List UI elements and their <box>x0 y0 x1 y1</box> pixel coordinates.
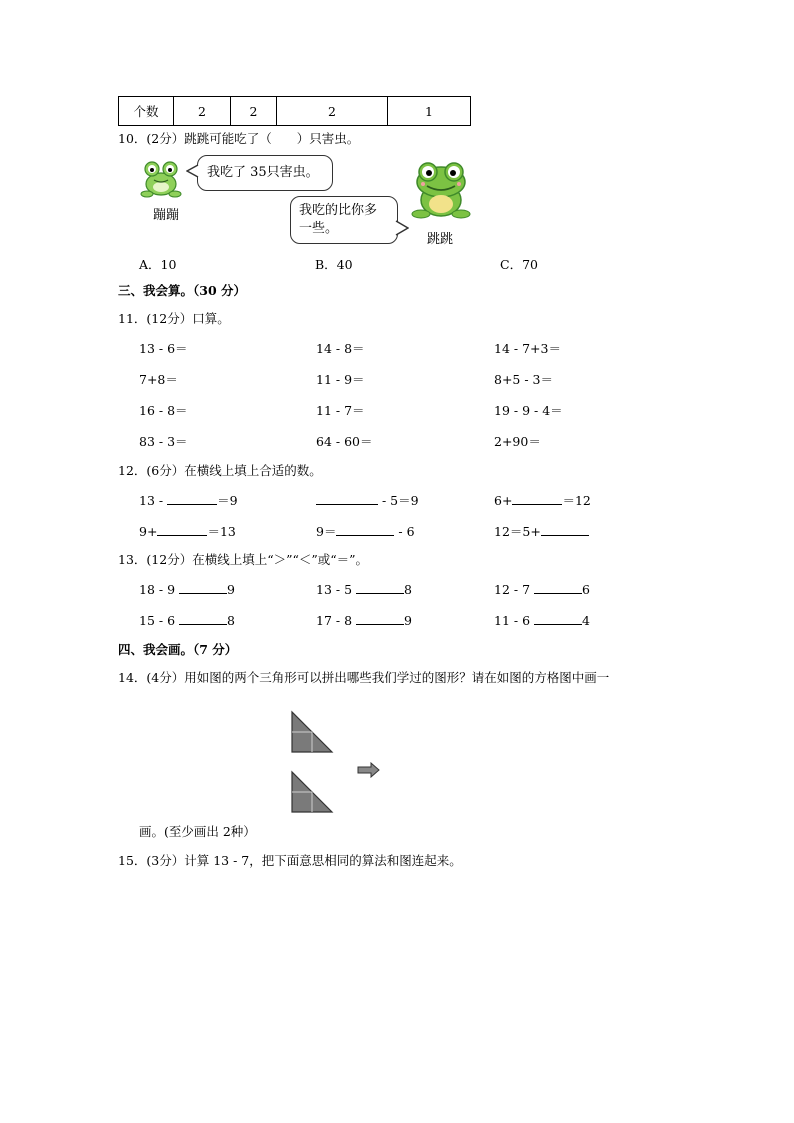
table-label-cell: 个数 <box>119 97 174 126</box>
q11-item: 64 - 60＝ <box>316 434 373 449</box>
q13-text: 6 <box>582 582 590 597</box>
answer-blank[interactable] <box>157 523 207 536</box>
q11-item: 7+8＝ <box>139 372 178 387</box>
q11-item: 11 - 9＝ <box>316 372 365 387</box>
speech-text-right-1: 我吃的比你多 <box>299 203 378 218</box>
q12-text: 12＝5+ <box>494 524 541 539</box>
q15-stem: 15．(3分）计算 13 - 7，把下面意思相同的算法和图连起来。 <box>118 853 462 868</box>
q13-item <box>316 612 412 628</box>
q12-text: - 6 <box>394 524 415 539</box>
q11-item: 11 - 7＝ <box>316 403 365 418</box>
table-cell: 2 <box>231 97 277 126</box>
q13-item <box>139 581 235 597</box>
q13-text: 18 - 9 <box>139 582 180 597</box>
bubble-tail-right <box>395 220 409 236</box>
triangle-bottom-icon <box>290 770 334 814</box>
answer-blank[interactable] <box>336 523 394 536</box>
q13-text: 9 <box>227 582 235 597</box>
q13-text: 12 - 7 <box>494 582 535 597</box>
q12-item <box>316 522 415 540</box>
frog-right-name: 跳跳 <box>427 232 454 247</box>
q12-text: ＝13 <box>207 524 236 539</box>
q13-item <box>139 612 235 628</box>
frog-left-name: 蹦蹦 <box>153 208 180 223</box>
option-a: A．10 <box>139 257 177 272</box>
speech-text-left: 我吃了 35只害虫。 <box>207 165 319 180</box>
q12-item <box>139 491 238 509</box>
bubble-tail-left <box>186 164 199 178</box>
q13-item <box>494 581 590 597</box>
option-b: B．40 <box>315 257 353 272</box>
q13-text: 11 - 6 <box>494 613 535 628</box>
arrow-right-icon <box>357 762 381 778</box>
q11-item: 8+5 - 3＝ <box>494 372 554 387</box>
q13-text: 4 <box>582 613 590 628</box>
q12-item <box>139 522 236 540</box>
answer-blank[interactable] <box>541 523 589 536</box>
q14-stem-cont: 画。(至少画出 2种） <box>139 824 256 839</box>
q12-text: 6+ <box>494 493 513 508</box>
triangle-top-icon <box>290 710 334 754</box>
q11-item: 13 - 6＝ <box>139 341 188 356</box>
table-cell: 2 <box>277 97 388 126</box>
speech-text-right-2: 一些。 <box>299 221 339 236</box>
section-4-heading: 四、我会画。（7 分） <box>118 642 238 657</box>
frog-small-icon <box>140 158 182 198</box>
q14-stem: 14．(4分）用如图的两个三角形可以拼出哪些我们学过的图形？请在如图的方格图中画一 <box>118 670 610 685</box>
q12-text: - 5＝9 <box>378 493 419 508</box>
q13-text: 17 - 8 <box>316 613 357 628</box>
table-cell: 2 <box>174 97 231 126</box>
q11-item: 83 - 3＝ <box>139 434 188 449</box>
q11-item: 16 - 8＝ <box>139 403 188 418</box>
q13-text: 13 - 5 <box>316 582 357 597</box>
q13-stem: 13．(12分）在横线上填上“＞”“＜”或“＝”。 <box>118 552 369 567</box>
q12-text: 9＝ <box>316 524 337 539</box>
answer-blank[interactable] <box>356 581 404 594</box>
speech-bubble-left <box>197 155 333 191</box>
answer-blank[interactable] <box>512 492 562 505</box>
speech-bubble-right <box>290 196 398 244</box>
count-table <box>118 96 471 126</box>
q13-item <box>494 612 590 628</box>
table-row <box>119 97 471 126</box>
q11-item: 14 - 7+3＝ <box>494 341 561 356</box>
q11-item: 2+90＝ <box>494 434 541 449</box>
q11-stem: 11．(12分）口算。 <box>118 311 230 326</box>
q12-stem: 12．(6分）在横线上填上合适的数。 <box>118 463 322 478</box>
q12-item <box>494 522 589 540</box>
q10-stem: 10．(2分）跳跳可能吃了（ ）只害虫。 <box>118 131 360 146</box>
q13-text: 8 <box>404 582 412 597</box>
q13-text: 9 <box>404 613 412 628</box>
answer-blank[interactable] <box>179 612 227 625</box>
q12-text: ＝12 <box>562 493 591 508</box>
q12-item <box>316 491 419 509</box>
frog-big-icon <box>411 160 471 220</box>
answer-blank[interactable] <box>316 492 378 505</box>
answer-blank[interactable] <box>534 612 582 625</box>
answer-blank[interactable] <box>179 581 227 594</box>
table-cell: 1 <box>388 97 471 126</box>
option-c: C．70 <box>500 257 538 272</box>
q11-item: 14 - 8＝ <box>316 341 365 356</box>
q11-item: 19 - 9 - 4＝ <box>494 403 563 418</box>
answer-blank[interactable] <box>167 492 217 505</box>
q12-text: 9+ <box>139 524 158 539</box>
q12-text: ＝9 <box>217 493 238 508</box>
q13-item <box>316 581 412 597</box>
q12-text: 13 - <box>139 493 168 508</box>
section-3-heading: 三、我会算。（30 分） <box>118 283 246 298</box>
answer-blank[interactable] <box>356 612 404 625</box>
q12-item <box>494 491 591 509</box>
answer-blank[interactable] <box>534 581 582 594</box>
q13-text: 15 - 6 <box>139 613 180 628</box>
q13-text: 8 <box>227 613 235 628</box>
